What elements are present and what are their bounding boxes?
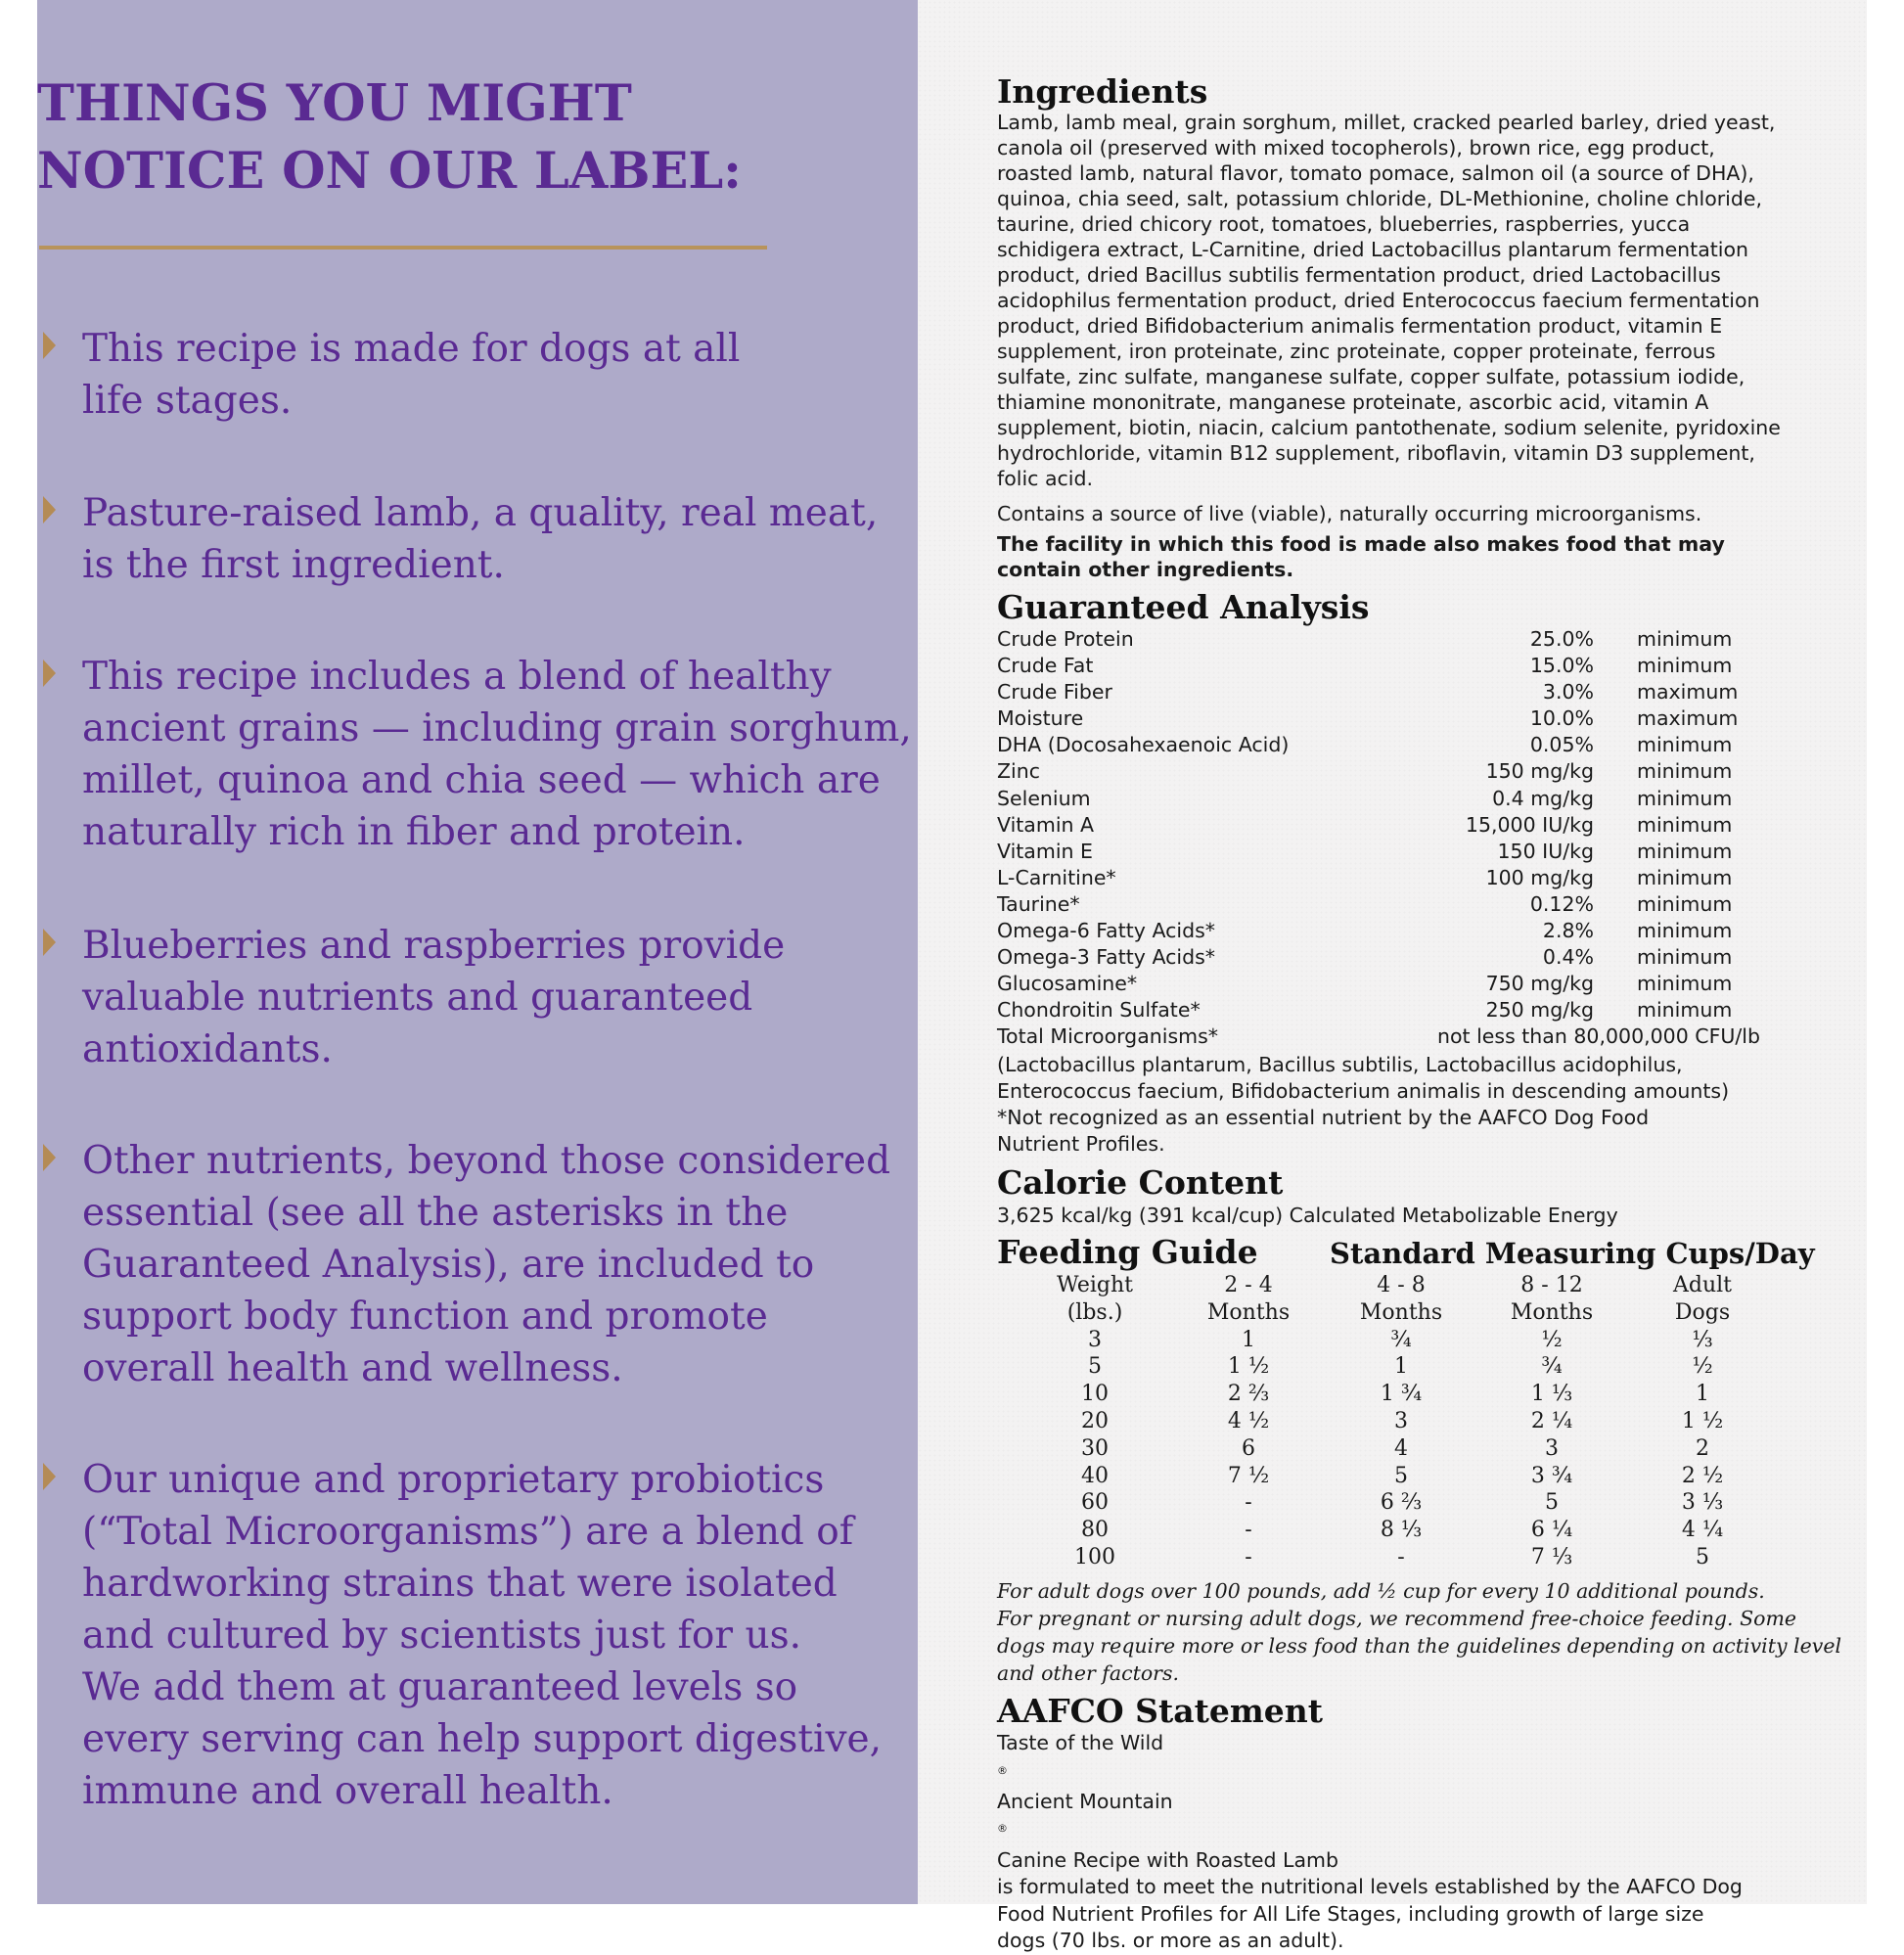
ingredients-line: acidophilus fermentation product, dried Enterococcus faecium fermentation bbox=[997, 289, 1760, 312]
ingredients-text bbox=[997, 110, 1781, 491]
registered-mark: ® bbox=[997, 1822, 1008, 1836]
analysis-row bbox=[997, 627, 1780, 654]
ingredients-line: supplement, iron proteinate, zinc proteinate, copper proteinate, ferrous bbox=[997, 340, 1716, 363]
nutrient-value: 0.12% bbox=[1529, 891, 1594, 916]
arrow-bullet-icon bbox=[43, 332, 56, 359]
feeding-note-line: For adult dogs over 100 pounds, add ½ cup for every 10 additional pounds. bbox=[997, 1579, 1765, 1603]
analysis-row bbox=[997, 733, 1780, 759]
feeding-row bbox=[997, 1436, 1780, 1464]
nutrient-name: Zinc bbox=[997, 759, 1041, 784]
cell: 2 ¼ bbox=[1530, 1408, 1573, 1433]
ingredients-line: product, dried Bifidobacterium animalis fermentation product, vitamin E bbox=[997, 314, 1723, 338]
bullet-line: millet, quinoa and chia seed — which are bbox=[82, 758, 881, 802]
cell: 3 ¾ bbox=[1530, 1463, 1573, 1488]
feeding-header-row bbox=[997, 1273, 1780, 1300]
cell: 1 ½ bbox=[1681, 1408, 1724, 1433]
aafco-heading: AAFCO Statement bbox=[997, 1692, 1323, 1730]
cell: 1 ¾ bbox=[1380, 1382, 1423, 1407]
cell: 30 bbox=[1081, 1435, 1109, 1461]
column-header: 2 - 4 bbox=[1224, 1273, 1273, 1297]
nutrient-limit: minimum bbox=[1637, 786, 1733, 810]
cell: 1 bbox=[1394, 1354, 1408, 1380]
guaranteed-analysis-heading: Guaranteed Analysis bbox=[997, 588, 1370, 626]
nutrient-name: Vitamin E bbox=[997, 839, 1093, 863]
cell: - bbox=[1245, 1544, 1252, 1569]
nutrient-limit: minimum bbox=[1637, 945, 1733, 970]
calorie-text bbox=[997, 1203, 1618, 1228]
calorie-line: 3,625 kcal/kg (391 kcal/cup) Calculated Metabolizable Energy bbox=[997, 1204, 1618, 1227]
note-line: (Lactobacillus plantarum, Bacillus subtilis, Lactobacillus acidophilus, bbox=[997, 1053, 1683, 1076]
analysis-row-microorganisms bbox=[997, 1024, 1780, 1051]
nutrient-name: Crude Fat bbox=[997, 654, 1094, 678]
cell: - bbox=[1245, 1490, 1252, 1516]
bullet-line: overall health and wellness. bbox=[82, 1346, 623, 1390]
nutrient-name: Glucosamine* bbox=[997, 972, 1138, 996]
bullet-line: Blueberries and raspberries provide bbox=[82, 924, 786, 968]
cell: 1 bbox=[1696, 1382, 1709, 1407]
ingredients-line: schidigera extract, L-Carnitine, dried Lactobacillus plantarum fermentation bbox=[997, 238, 1749, 261]
facility-line: The facility in which this food is made also makes food that may bbox=[997, 532, 1725, 556]
ingredients-line: taurine, dried chicory root, tomatoes, blueberries, raspberries, yucca bbox=[997, 212, 1691, 236]
arrow-bullet-icon bbox=[43, 1463, 56, 1490]
feeding-row bbox=[997, 1328, 1780, 1355]
ingredients-line: folic acid. bbox=[997, 467, 1093, 490]
nutrient-name: Omega-3 Fatty Acids* bbox=[997, 945, 1216, 970]
facility-line: contain other ingredients. bbox=[997, 558, 1294, 581]
bullet-line: ancient grains — including grain sorghum, bbox=[82, 706, 912, 750]
nutrient-name: Vitamin A bbox=[997, 812, 1095, 837]
nutrient-value: 250 mg/kg bbox=[1485, 998, 1594, 1023]
column-header: Adult bbox=[1672, 1273, 1733, 1297]
aafco-line: is formulated to meet the nutritional levels established by the AAFCO Dog bbox=[997, 1875, 1743, 1899]
feeding-note-line: and other factors. bbox=[997, 1661, 1180, 1685]
bullet-line: This recipe is made for dogs at all bbox=[82, 327, 741, 371]
note-line: *Not recognized as an essential nutrient by the AAFCO Dog Food bbox=[997, 1106, 1650, 1129]
cell: 5 bbox=[1545, 1490, 1559, 1516]
nutrient-value: 100 mg/kg bbox=[1485, 865, 1594, 889]
bullet-line: This recipe includes a blend of healthy bbox=[82, 655, 832, 699]
product-name: Ancient Mountain bbox=[997, 1789, 1173, 1813]
cell: 100 bbox=[1074, 1544, 1115, 1569]
cell: 20 bbox=[1081, 1408, 1109, 1433]
analysis-row bbox=[997, 919, 1780, 945]
feeding-row bbox=[997, 1464, 1780, 1491]
bullet-text bbox=[82, 323, 740, 427]
column-header: 4 - 8 bbox=[1377, 1273, 1426, 1297]
nutrient-name: Selenium bbox=[997, 786, 1091, 810]
feeding-table bbox=[997, 1273, 1780, 1572]
cell: 10 bbox=[1081, 1382, 1109, 1407]
bullet-line: Guaranteed Analysis), are included to bbox=[82, 1243, 815, 1287]
nutrient-value: 0.05% bbox=[1529, 733, 1594, 757]
brand-name: Taste of the Wild bbox=[997, 1731, 1164, 1754]
cell: 4 bbox=[1394, 1435, 1408, 1461]
aafco-line: dogs (70 lbs. or more as an adult). bbox=[997, 1929, 1344, 1953]
analysis-row bbox=[997, 972, 1780, 998]
bullet-line: support body function and promote bbox=[82, 1295, 768, 1339]
feeding-row bbox=[997, 1409, 1780, 1436]
ingredients-line: roasted lamb, natural flavor, tomato pomace, salmon oil (a source of DHA), bbox=[997, 161, 1754, 185]
feeding-note-line: dogs may require more or less food than the guidelines depending on activity level bbox=[997, 1634, 1842, 1658]
column-header: Months bbox=[1359, 1299, 1443, 1325]
cell: 3 bbox=[1394, 1408, 1408, 1433]
nutrient-name: Crude Protein bbox=[997, 627, 1134, 651]
analysis-row bbox=[997, 759, 1780, 786]
ingredients-line: hydrochloride, vitamin B12 supplement, riboflavin, vitamin D3 supplement, bbox=[997, 441, 1755, 465]
nutrient-value: not less than 80,000,000 CFU/lb bbox=[1437, 1024, 1760, 1049]
cell: 2 ½ bbox=[1681, 1463, 1724, 1488]
microorganism-note bbox=[997, 1052, 1729, 1158]
bullet-line: life stages. bbox=[82, 379, 293, 423]
registered-mark: ® bbox=[997, 1763, 1008, 1777]
cell: 4 ½ bbox=[1227, 1408, 1270, 1433]
analysis-row bbox=[997, 680, 1780, 706]
nutrient-name: Chondroitin Sulfate* bbox=[997, 998, 1201, 1023]
bullet-line: hardworking strains that were isolated bbox=[82, 1562, 838, 1606]
bullet-text bbox=[82, 920, 785, 1075]
bullet-line: immune and overall health. bbox=[82, 1769, 613, 1813]
bullet-line: antioxidants. bbox=[82, 1027, 333, 1071]
feeding-row bbox=[997, 1354, 1780, 1382]
nutrient-value: 15.0% bbox=[1529, 654, 1594, 678]
nutrient-value: 750 mg/kg bbox=[1485, 972, 1594, 996]
nutrient-limit: minimum bbox=[1637, 972, 1733, 996]
nutrient-value: 25.0% bbox=[1529, 627, 1594, 651]
analysis-row bbox=[997, 945, 1780, 972]
cell: 2 bbox=[1696, 1435, 1709, 1461]
nutrient-limit: minimum bbox=[1637, 733, 1733, 757]
cell: 1 ½ bbox=[1227, 1354, 1270, 1380]
left-title bbox=[37, 70, 898, 205]
analysis-row bbox=[997, 813, 1780, 840]
nutrient-limit: minimum bbox=[1637, 998, 1733, 1023]
bullet-line: and cultured by scientists just for us. bbox=[82, 1614, 801, 1658]
measuring-cups-heading: Standard Measuring Cups/Day bbox=[1330, 1237, 1815, 1270]
ingredients-line: supplement, biotin, niacin, calcium pantothenate, sodium selenite, pyridoxine bbox=[997, 416, 1781, 439]
aafco-line bbox=[997, 1730, 1743, 1874]
feeding-notes bbox=[997, 1577, 1841, 1687]
cell: 80 bbox=[1081, 1518, 1109, 1543]
nutrient-name: DHA (Docosahexaenoic Acid) bbox=[997, 733, 1290, 757]
nutrient-name: Crude Fiber bbox=[997, 680, 1112, 705]
analysis-row bbox=[997, 892, 1780, 919]
nutrient-limit: maximum bbox=[1637, 706, 1739, 731]
column-header: (lbs.) bbox=[1066, 1299, 1123, 1325]
bullet-line: (“Total Microorganisms”) are a blend of bbox=[82, 1510, 854, 1554]
left-panel bbox=[37, 0, 918, 1904]
cell: 1 bbox=[1242, 1327, 1255, 1352]
cell: 5 bbox=[1394, 1463, 1408, 1488]
nutrient-limit: minimum bbox=[1637, 627, 1733, 651]
cell: 3 bbox=[1088, 1327, 1102, 1352]
cell: 60 bbox=[1081, 1490, 1109, 1516]
nutrient-limit: minimum bbox=[1637, 812, 1733, 837]
cell: ⅓ bbox=[1692, 1327, 1713, 1352]
nutrient-name: Omega-6 Fatty Acids* bbox=[997, 919, 1216, 943]
column-header: Months bbox=[1510, 1299, 1594, 1325]
nutrient-name: Taurine* bbox=[997, 891, 1080, 916]
arrow-bullet-icon bbox=[43, 1144, 56, 1171]
nutrient-name: L-Carnitine* bbox=[997, 865, 1116, 889]
nutrient-value: 3.0% bbox=[1542, 680, 1594, 705]
ingredients-line: sulfate, zinc sulfate, manganese sulfate, copper sulfate, potassium iodide, bbox=[997, 365, 1745, 388]
cell: 1 ⅓ bbox=[1530, 1382, 1573, 1407]
nutrient-value: 0.4% bbox=[1542, 945, 1594, 970]
live-note bbox=[997, 501, 1701, 526]
nutrient-value: 2.8% bbox=[1542, 919, 1594, 943]
nutrient-value: 10.0% bbox=[1529, 706, 1594, 731]
bullet-line: We add them at guaranteed levels so bbox=[82, 1665, 798, 1709]
cell: 7 ½ bbox=[1227, 1463, 1270, 1488]
nutrient-value: 150 mg/kg bbox=[1485, 759, 1594, 784]
ingredients-line: canola oil (preserved with mixed tocopherols), brown rice, egg product, bbox=[997, 136, 1715, 159]
cell: 6 ¼ bbox=[1530, 1518, 1573, 1543]
ingredients-line: quinoa, chia seed, salt, potassium chloride, DL-Methionine, choline chloride, bbox=[997, 187, 1763, 210]
feeding-row bbox=[997, 1382, 1780, 1409]
cell: 6 ⅔ bbox=[1380, 1490, 1423, 1516]
nutrient-limit: minimum bbox=[1637, 839, 1733, 863]
bullet-line: naturally rich in fiber and protein. bbox=[82, 810, 746, 854]
bullet-line: is the first ingredient. bbox=[82, 543, 505, 587]
cell: 3 ⅓ bbox=[1681, 1490, 1724, 1516]
nutrient-limit: maximum bbox=[1637, 680, 1739, 705]
bullet-line: essential (see all the asterisks in the bbox=[82, 1191, 789, 1235]
cell: 4 ¼ bbox=[1681, 1518, 1724, 1543]
arrow-bullet-icon bbox=[43, 659, 56, 687]
nutrient-value: 15,000 IU/kg bbox=[1465, 812, 1594, 837]
cell: 7 ⅓ bbox=[1530, 1544, 1573, 1569]
cell: ½ bbox=[1692, 1354, 1713, 1380]
title-divider bbox=[39, 246, 767, 250]
cell: ¾ bbox=[1541, 1354, 1563, 1380]
column-header: 8 - 12 bbox=[1520, 1273, 1583, 1297]
nutrient-limit: minimum bbox=[1637, 891, 1733, 916]
arrow-bullet-icon bbox=[43, 929, 56, 956]
bullet-text bbox=[82, 487, 878, 591]
bullet-line: Our unique and proprietary probiotics bbox=[82, 1458, 825, 1502]
bullet-line: valuable nutrients and guaranteed bbox=[82, 976, 753, 1020]
feeding-header-row bbox=[997, 1300, 1780, 1328]
column-header: Months bbox=[1206, 1299, 1291, 1325]
feeding-note-line: For pregnant or nursing adult dogs, we recommend free-choice feeding. Some bbox=[997, 1607, 1797, 1630]
analysis-row bbox=[997, 654, 1780, 680]
bullet-line: Pasture-raised lamb, a quality, real meat, bbox=[82, 491, 879, 535]
nutrient-limit: minimum bbox=[1637, 865, 1733, 889]
nutrient-limit: minimum bbox=[1637, 759, 1733, 784]
recipe-name: Canine Recipe with Roasted Lamb bbox=[997, 1847, 1338, 1872]
ingredients-heading: Ingredients bbox=[997, 72, 1208, 111]
calorie-content-heading: Calorie Content bbox=[997, 1163, 1284, 1202]
analysis-row bbox=[997, 998, 1780, 1024]
cell: 6 bbox=[1242, 1435, 1255, 1461]
bullet-text bbox=[82, 1135, 890, 1394]
left-title-line: NOTICE ON OUR LABEL: bbox=[37, 142, 743, 201]
live-note-line: Contains a source of live (viable), naturally occurring microorganisms. bbox=[997, 502, 1702, 525]
cell: - bbox=[1397, 1544, 1405, 1569]
guaranteed-analysis-table bbox=[997, 627, 1780, 1052]
aafco-line: Food Nutrient Profiles for All Life Stages, including growth of large size bbox=[997, 1901, 1704, 1926]
nutrient-limit: minimum bbox=[1637, 654, 1733, 678]
cell: 40 bbox=[1081, 1463, 1109, 1488]
aafco-text bbox=[997, 1730, 1743, 1955]
ingredients-line: product, dried Bacillus subtilis fermentation product, dried Lactobacillus bbox=[997, 263, 1721, 287]
feeding-row bbox=[997, 1545, 1780, 1572]
nutrient-name: Total Microorganisms* bbox=[997, 1024, 1219, 1049]
column-header: Weight bbox=[1057, 1273, 1133, 1297]
analysis-row bbox=[997, 866, 1780, 892]
left-title-line: THINGS YOU MIGHT bbox=[37, 74, 632, 133]
note-line: Nutrient Profiles. bbox=[997, 1132, 1165, 1156]
bullet-line: every serving can help support digestive, bbox=[82, 1717, 883, 1761]
feeding-row bbox=[997, 1518, 1780, 1545]
facility-note bbox=[997, 531, 1725, 582]
bullet-text bbox=[82, 1454, 882, 1817]
ingredients-line: Lamb, lamb meal, grain sorghum, millet, cracked pearled barley, dried yeast, bbox=[997, 111, 1776, 134]
cell: 2 ⅔ bbox=[1227, 1382, 1270, 1407]
nutrient-name: Moisture bbox=[997, 706, 1084, 731]
analysis-row bbox=[997, 787, 1780, 813]
ingredients-line: thiamine mononitrate, manganese proteinate, ascorbic acid, vitamin A bbox=[997, 390, 1709, 414]
cell: 5 bbox=[1696, 1544, 1709, 1569]
cell: 8 ⅓ bbox=[1380, 1518, 1423, 1543]
nutrient-limit: minimum bbox=[1637, 919, 1733, 943]
page-edge bbox=[1867, 0, 1904, 1904]
analysis-row bbox=[997, 706, 1780, 733]
feeding-row bbox=[997, 1490, 1780, 1518]
arrow-bullet-icon bbox=[43, 496, 56, 523]
cell: 3 bbox=[1545, 1435, 1559, 1461]
cell: - bbox=[1245, 1518, 1252, 1543]
note-line: Enterococcus faecium, Bifidobacterium animalis in descending amounts) bbox=[997, 1079, 1730, 1103]
nutrient-value: 150 IU/kg bbox=[1497, 839, 1594, 863]
bullet-line: Other nutrients, beyond those considered bbox=[82, 1139, 891, 1183]
column-header: Dogs bbox=[1674, 1299, 1731, 1325]
cell: ½ bbox=[1541, 1327, 1563, 1352]
bullet-text bbox=[82, 651, 912, 858]
analysis-row bbox=[997, 840, 1780, 866]
cell: ¾ bbox=[1390, 1327, 1412, 1352]
nutrient-value: 0.4 mg/kg bbox=[1492, 786, 1594, 810]
feeding-guide-heading: Feeding Guide bbox=[997, 1233, 1258, 1271]
cell: 5 bbox=[1088, 1354, 1102, 1380]
